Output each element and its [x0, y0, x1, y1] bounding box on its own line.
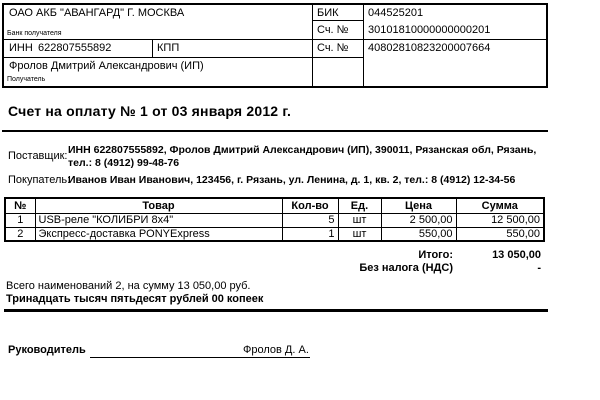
signature-role-label: Руководитель: [8, 344, 86, 356]
divider: [4, 57, 363, 58]
corr-account-value: 30101810000000000201: [368, 24, 491, 36]
item-quantity: 5: [282, 213, 338, 227]
total-label: Итого:: [418, 249, 453, 261]
amount-in-words: Тринадцать тысяч пятьдесят рублей 00 копеек: [6, 293, 264, 305]
vat-label: Без налога (НДС): [359, 262, 453, 274]
table-row: [5, 227, 544, 241]
item-product: USB-реле "КОЛИБРИ 8x4": [35, 213, 282, 227]
bank-name: ОАО АКБ "АВАНГАРД" Г. МОСКВА: [9, 7, 185, 19]
inn-value: 622807555892: [38, 42, 112, 54]
divider: [4, 39, 546, 40]
buyer-value: Иванов Иван Иванович, 123456, г. Рязань, ул. Ленина, д. 1, кв. 2, тел.: 8 (4912) 12-34-56: [68, 174, 516, 186]
item-sum: 12 500,00: [456, 213, 544, 227]
supplier-label: Поставщик:: [8, 150, 68, 162]
buyer-label: Покупатель:: [8, 174, 71, 186]
divider: [312, 5, 313, 86]
item-quantity: 1: [282, 227, 338, 241]
item-unit: шт: [338, 227, 381, 241]
item-price: 2 500,00: [381, 213, 456, 227]
divider: [152, 39, 153, 57]
divider: [363, 5, 364, 86]
items-count-line: Всего наименований 2, на сумму 13 050,00 руб.: [6, 280, 251, 292]
item-product: Экспресс-доставка PONYExpress: [35, 227, 282, 241]
bik-label: БИК: [317, 7, 339, 19]
kpp-label: КПП: [157, 42, 180, 54]
item-number: 1: [5, 213, 35, 227]
bank-requisites-table: [2, 3, 548, 88]
item-unit: шт: [338, 213, 381, 227]
item-number: 2: [5, 227, 35, 241]
divider: [312, 20, 363, 21]
col-header-sum: Сумма: [456, 198, 544, 213]
items-header-row: [5, 198, 544, 213]
item-sum: 550,00: [456, 227, 544, 241]
corr-account-label: Сч. №: [317, 24, 349, 36]
title-rule: [2, 130, 548, 132]
col-header-product: Товар: [35, 198, 282, 213]
account-label: Сч. №: [317, 42, 349, 54]
footer-rule: [4, 309, 548, 312]
bik-value: 044525201: [368, 7, 424, 19]
table-row: [5, 213, 544, 227]
col-header-price: Цена: [381, 198, 456, 213]
item-price: 550,00: [381, 227, 456, 241]
col-header-quantity: Кол-во: [282, 198, 338, 213]
inn-label: ИНН: [9, 42, 33, 54]
supplier-value: ИНН 622807555892, Фролов Дмитрий Александрович (ИП), 390011, Рязанская обл, Рязань, тел.: 8 (4912) 99-48-76: [68, 144, 537, 169]
invoice-title: Счет на оплату № 1 от 03 января 2012 г.: [8, 103, 292, 119]
signature-name: Фролов Д. А.: [243, 344, 309, 356]
items-table: [4, 197, 545, 242]
bank-label: Банк получателя: [7, 30, 62, 37]
total-value: 13 050,00: [492, 249, 541, 261]
recipient-label: Получатель: [7, 76, 46, 83]
col-header-number: №: [5, 198, 35, 213]
account-value: 40802810823200007664: [368, 42, 491, 54]
vat-value: -: [537, 262, 541, 274]
col-header-unit: Ед.: [338, 198, 381, 213]
recipient-name: Фролов Дмитрий Александрович (ИП): [9, 60, 204, 72]
